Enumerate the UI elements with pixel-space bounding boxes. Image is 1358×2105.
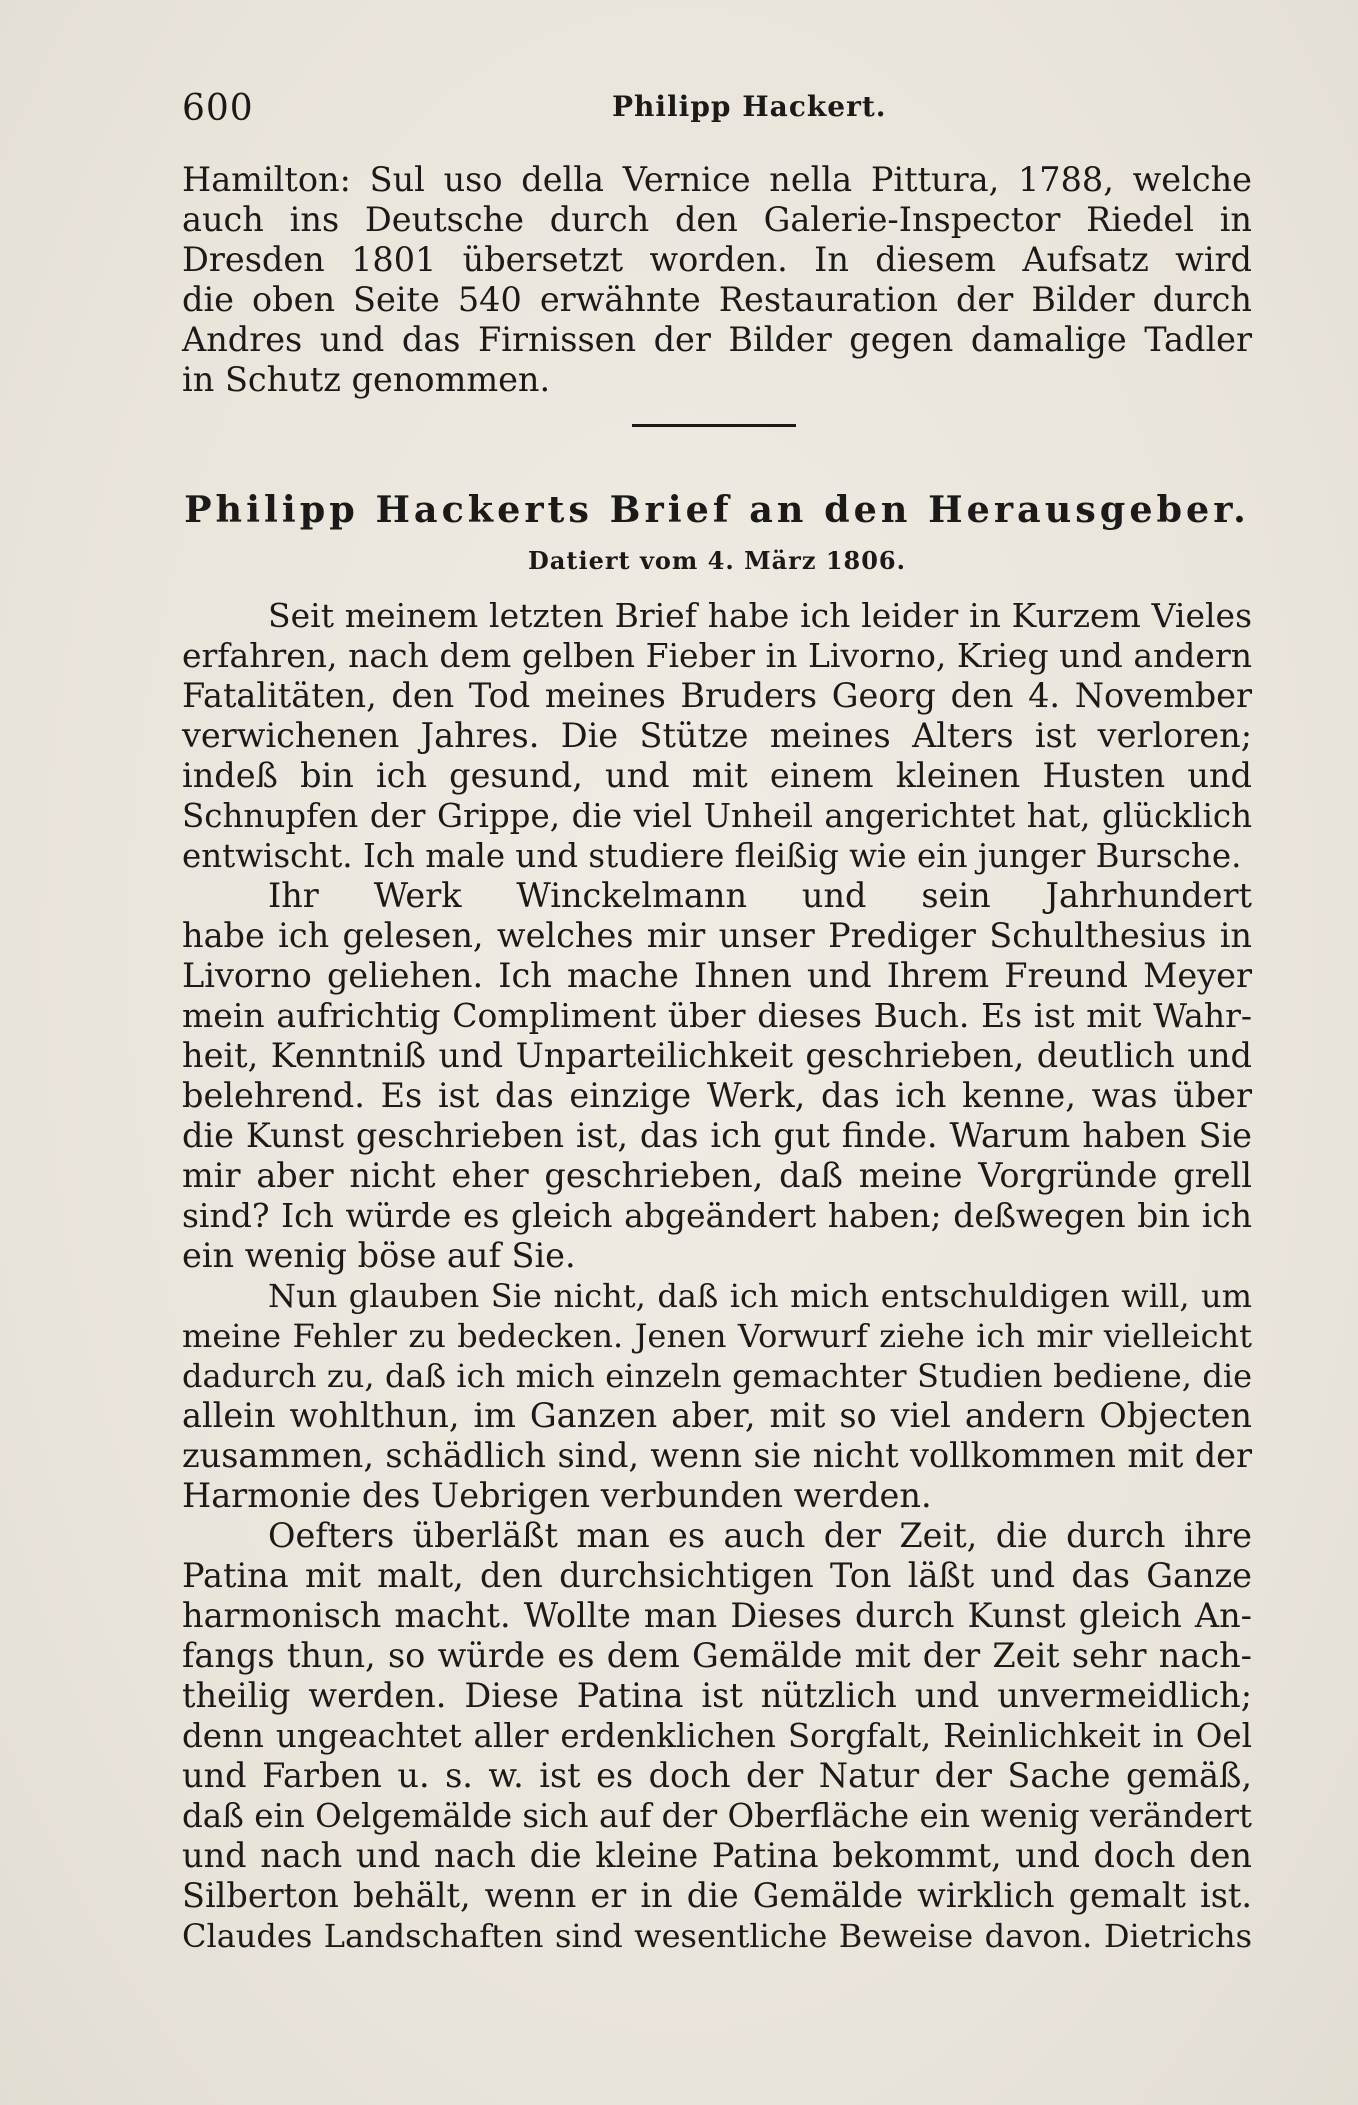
- text-line: mir aber nicht eher geschrieben, daß meine Vorgründe grell: [182, 1156, 1252, 1195]
- text-line: Fatalitäten, den Tod meines Bruders Georg den 4. November: [182, 676, 1252, 715]
- text-line: denn ungeachtet aller erdenklichen Sorgfalt, Reinlichkeit in Oel: [182, 1717, 1252, 1755]
- text-line: erfahren, nach dem gelben Fieber in Livorno, Krieg und andern: [182, 636, 1252, 675]
- text-line: die Kunst geschrieben ist, das ich gut finde. Warum haben Sie: [182, 1116, 1252, 1155]
- text-line: und nach und nach die kleine Patina bekommt, und doch den: [182, 1836, 1252, 1875]
- text-line: Andres und das Firnissen der Bilder gegen damalige Tadler: [182, 320, 1252, 359]
- text-line: Schnupfen der Grippe, die viel Unheil angerichtet hat, glücklich: [182, 797, 1252, 835]
- text-line: meine Fehler zu bedecken. Jenen Vorwurf ziehe ich mir vielleicht: [182, 1317, 1252, 1355]
- text-line: auch ins Deutsche durch den Galerie-Inspector Riedel in: [182, 200, 1252, 239]
- running-head: Philipp Hackert.: [612, 90, 887, 123]
- text-line: ein wenig böse auf Sie.: [182, 1236, 576, 1275]
- text-line: Livorno geliehen. Ich mache Ihnen und Ihrem Freund Meyer: [182, 956, 1252, 995]
- text-line: heit, Kenntniß und Unparteilichkeit geschrieben, deutlich und: [182, 1036, 1252, 1075]
- text-line: entwischt. Ich male und studiere fleißig wie ein junger Bursche.: [182, 837, 1242, 875]
- text-line: mein aufrichtig Compliment über dieses Buch. Es ist mit Wahr-: [182, 996, 1252, 1035]
- text-line: Hamilton: Sul uso della Vernice nella Pittura, 1788, welche: [182, 160, 1252, 199]
- text-line: und Farben u. s. w. ist es doch der Natur der Sache gemäß,: [182, 1756, 1252, 1795]
- section-divider: [632, 424, 796, 427]
- text-line: belehrend. Es ist das einzige Werk, das ich kenne, was über: [182, 1076, 1252, 1115]
- text-line: Oefters überläßt man es auch der Zeit, die durch ihre: [268, 1516, 1252, 1555]
- text-line: harmonisch macht. Wollte man Dieses durch Kunst gleich An-: [182, 1596, 1252, 1635]
- text-line: daß ein Oelgemälde sich auf der Oberfläche ein wenig verändert: [182, 1797, 1252, 1835]
- text-line: Dresden 1801 übersetzt worden. In diesem Aufsatz wird: [182, 240, 1252, 279]
- text-line: Ihr Werk Winckelmann und sein Jahrhundert: [268, 876, 1252, 915]
- text-line: Harmonie des Uebrigen verbunden werden.: [182, 1476, 932, 1515]
- text-line: Patina mit malt, den durchsichtigen Ton läßt und das Ganze: [182, 1556, 1252, 1595]
- text-line: indeß bin ich gesund, und mit einem kleinen Husten und: [182, 756, 1252, 795]
- text-line: theilig werden. Diese Patina ist nützlich und unvermeidlich;: [182, 1676, 1252, 1715]
- text-line: fangs thun, so würde es dem Gemälde mit der Zeit sehr nach-: [182, 1636, 1252, 1675]
- text-line: zusammen, schädlich sind, wenn sie nicht vollkommen mit der: [182, 1436, 1252, 1475]
- text-line: Nun glauben Sie nicht, daß ich mich entschuldigen will, um: [268, 1277, 1252, 1315]
- text-line: Silberton behält, wenn er in die Gemälde wirklich gemalt ist.: [182, 1876, 1252, 1915]
- text-line: sind? Ich würde es gleich abgeändert haben; deßwegen bin ich: [182, 1196, 1252, 1235]
- letter-title: Philipp Hackerts Brief an den Herausgeber.: [184, 488, 1250, 531]
- page-header: [182, 88, 1252, 134]
- text-line: Claudes Landschaften sind wesentliche Beweise davon. Dietrichs: [182, 1917, 1252, 1955]
- page-number: 600: [182, 88, 254, 129]
- text-line: in Schutz genommen.: [182, 360, 551, 399]
- text-line: die oben Seite 540 erwähnte Restauration der Bilder durch: [182, 280, 1252, 319]
- text-line: dadurch zu, daß ich mich einzeln gemachter Studien bediene, die: [182, 1357, 1252, 1395]
- letter-dateline: Datiert vom 4. März 1806.: [528, 546, 906, 575]
- text-line: Seit meinem letzten Brief habe ich leider in Kurzem Vieles: [268, 596, 1252, 635]
- text-line: habe ich gelesen, welches mir unser Prediger Schulthesius in: [182, 916, 1252, 955]
- text-line: verwichenen Jahres. Die Stütze meines Alters ist verloren;: [182, 716, 1252, 755]
- text-line: allein wohlthun, im Ganzen aber, mit so viel andern Objecten: [182, 1396, 1252, 1435]
